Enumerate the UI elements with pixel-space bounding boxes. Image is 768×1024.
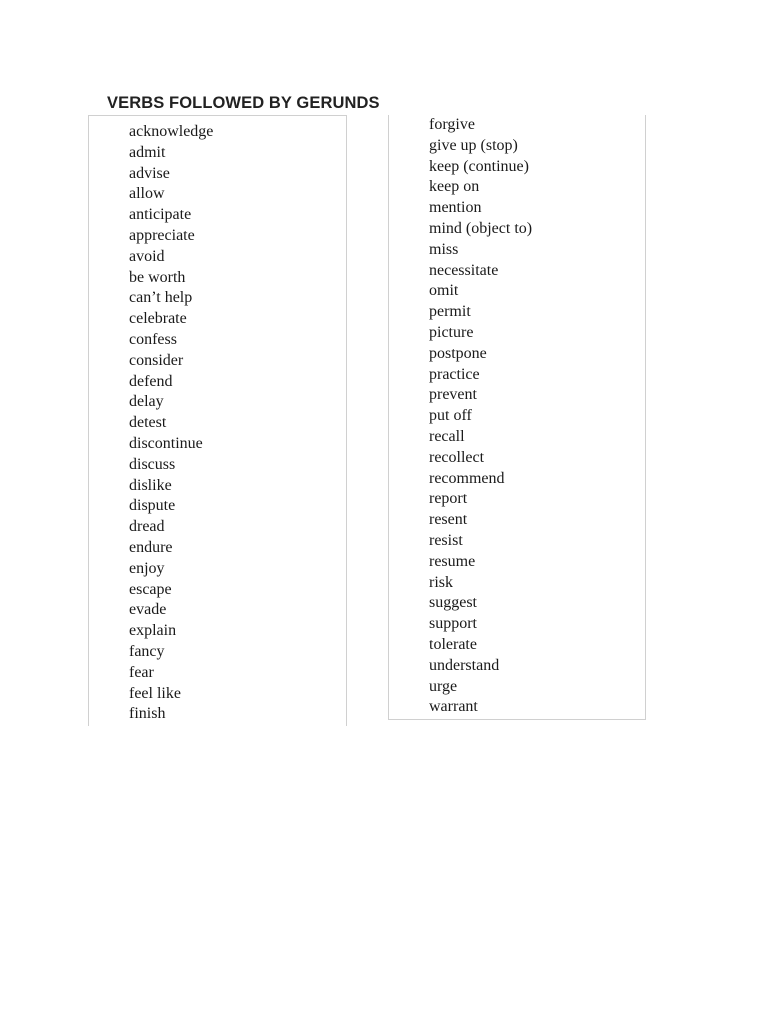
- left-verb-list: [129, 122, 213, 725]
- verb-item: dread: [129, 518, 165, 536]
- verb-item: resume: [429, 552, 476, 570]
- verb-item: escape: [129, 580, 172, 598]
- verb-item: give up (stop): [429, 136, 518, 154]
- verb-item: discuss: [129, 455, 176, 473]
- left-verb-column: [88, 115, 347, 726]
- verb-item: permit: [429, 303, 471, 321]
- verb-item: advise: [129, 164, 170, 182]
- verb-item: appreciate: [129, 226, 195, 244]
- verb-item: omit: [429, 282, 459, 300]
- verb-item: enjoy: [129, 559, 165, 577]
- verb-item: allow: [129, 185, 165, 203]
- verb-item: understand: [429, 656, 500, 674]
- verb-item: consider: [129, 351, 184, 369]
- verb-item: forgive: [429, 116, 475, 133]
- verb-item: tolerate: [429, 635, 477, 653]
- right-verb-column: [388, 115, 646, 720]
- verb-item: picture: [429, 323, 474, 341]
- verb-item: dispute: [129, 497, 176, 515]
- verb-item: resist: [429, 531, 463, 549]
- verb-item: urge: [429, 677, 458, 695]
- verb-item: acknowledge: [129, 123, 214, 140]
- verb-item: celebrate: [129, 310, 187, 328]
- verb-item: fancy: [129, 642, 165, 660]
- verb-item: defend: [129, 372, 173, 390]
- verb-item: admit: [129, 143, 166, 161]
- verb-item: postpone: [429, 344, 487, 362]
- verb-item: mind (object to): [429, 219, 533, 237]
- verb-item: delay: [129, 393, 164, 411]
- verb-item: recall: [429, 427, 465, 445]
- verb-item: resent: [429, 511, 468, 529]
- verb-item: dislike: [129, 476, 172, 494]
- verb-item: endure: [129, 538, 173, 556]
- verb-item: risk: [429, 573, 453, 591]
- verb-item: keep on: [429, 178, 480, 196]
- verb-item: keep (continue): [429, 157, 529, 175]
- verb-item: warrant: [429, 698, 478, 716]
- verb-item: avoid: [129, 247, 165, 265]
- verb-item: mention: [429, 199, 482, 217]
- right-verb-list: [429, 115, 532, 718]
- verb-item: anticipate: [129, 206, 192, 224]
- verb-item: put off: [429, 407, 472, 425]
- verb-item: fear: [129, 663, 154, 681]
- verb-item: prevent: [429, 386, 477, 404]
- verb-item: feel like: [129, 684, 181, 702]
- verb-item: evade: [129, 601, 167, 619]
- verb-item: necessitate: [429, 261, 499, 279]
- verb-item: support: [429, 615, 477, 633]
- verb-item: discontinue: [129, 434, 203, 452]
- page-title: VERBS FOLLOWED BY GERUNDS: [107, 94, 380, 112]
- verb-item: explain: [129, 622, 177, 640]
- verb-item: recommend: [429, 469, 505, 487]
- verb-item: confess: [129, 330, 177, 348]
- verb-item: recollect: [429, 448, 485, 466]
- verb-item: suggest: [429, 594, 477, 612]
- verb-item: detest: [129, 414, 167, 432]
- verb-item: can’t help: [129, 289, 193, 307]
- verb-item: report: [429, 490, 468, 508]
- verb-item: be worth: [129, 268, 186, 286]
- verb-item: practice: [429, 365, 480, 383]
- verb-item: finish: [129, 705, 166, 723]
- verb-item: miss: [429, 240, 459, 258]
